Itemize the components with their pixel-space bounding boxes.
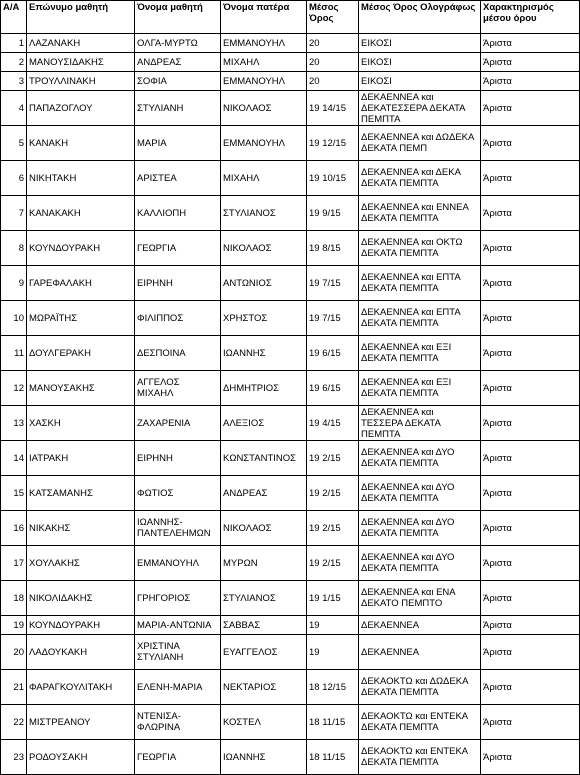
table-row	[1, 406, 580, 441]
table-row	[1, 740, 580, 775]
table-row	[1, 476, 580, 511]
cell-last-name: ΜΑΝΟΥΣΑΚΗΣ	[27, 371, 135, 406]
cell-characterization: Άριστα	[481, 371, 580, 406]
header-characterization: Χαρακτηρισμός μέσου όρου	[481, 1, 580, 34]
table-row	[1, 91, 580, 126]
cell-average-words: ΔΕΚΑΕΝΝΕΑ και ΔΥΟ ΔΕΚΑΤΑ ΠΕΜΠΤΑ	[359, 441, 481, 476]
cell-characterization: Άριστα	[481, 511, 580, 546]
header-last-name: Επώνυμο μαθητή	[27, 1, 135, 34]
cell-characterization: Άριστα	[481, 406, 580, 441]
table-row	[1, 371, 580, 406]
cell-first-name: ΑΓΓΕΛΟΣ ΜΙΧΑΗΛ	[135, 371, 221, 406]
cell-last-name: ΡΟΔΟΥΣΑΚΗ	[27, 740, 135, 775]
cell-aa: 7	[1, 196, 27, 231]
cell-first-name: ΕΜΜΑΝΟΥΗΛ	[135, 546, 221, 581]
header-first-name: Όνομα μαθητή	[135, 1, 221, 34]
cell-father-name: ΜΥΡΩΝ	[221, 546, 307, 581]
cell-first-name: ΖΑΧΑΡΕΝΙΑ	[135, 406, 221, 441]
cell-aa: 10	[1, 301, 27, 336]
cell-average-words: ΔΕΚΑΕΝΝΕΑ και ΔΩΔΕΚΑ ΔΕΚΑΤΑ ΠΕΜΠ	[359, 126, 481, 161]
cell-average-words: ΔΕΚΑΕΝΝΕΑ	[359, 616, 481, 635]
cell-average-words: ΔΕΚΑΟΚΤΩ και ΔΩΔΕΚΑ ΔΕΚΑΤΑ ΠΕΜΠΤΑ	[359, 670, 481, 705]
cell-aa: 17	[1, 546, 27, 581]
cell-characterization: Άριστα	[481, 616, 580, 635]
cell-average: 18 11/15	[307, 705, 359, 740]
cell-average: 19 2/15	[307, 546, 359, 581]
cell-last-name: ΜΑΝΟΥΣΙΔΑΚΗΣ	[27, 53, 135, 72]
cell-first-name: ΓΡΗΓΟΡΙΟΣ	[135, 581, 221, 616]
cell-average: 19 7/15	[307, 266, 359, 301]
cell-aa: 14	[1, 441, 27, 476]
cell-aa: 19	[1, 616, 27, 635]
cell-average: 19 7/15	[307, 301, 359, 336]
cell-father-name: ΣΤΥΛΙΑΝΟΣ	[221, 196, 307, 231]
cell-average: 19 10/15	[307, 161, 359, 196]
cell-father-name: ΕΥΑΓΓΕΛΟΣ	[221, 635, 307, 670]
cell-aa: 23	[1, 740, 27, 775]
cell-characterization: Άριστα	[481, 91, 580, 126]
cell-characterization: Άριστα	[481, 705, 580, 740]
cell-father-name: ΜΙΧΑΗΛ	[221, 161, 307, 196]
cell-father-name: ΣΑΒΒΑΣ	[221, 616, 307, 635]
table-row	[1, 34, 580, 53]
cell-last-name: ΝΙΚΟΛΙΔΑΚΗΣ	[27, 581, 135, 616]
cell-father-name: ΑΝΔΡΕΑΣ	[221, 476, 307, 511]
table-row	[1, 53, 580, 72]
header-row	[1, 1, 580, 34]
cell-father-name: ΑΝΤΩΝΙΟΣ	[221, 266, 307, 301]
cell-average: 19 8/15	[307, 231, 359, 266]
cell-father-name: ΝΕΚΤΑΡΙΟΣ	[221, 670, 307, 705]
cell-average-words: ΔΕΚΑΕΝΝΕΑ και ΕΠΤΑ ΔΕΚΑΤΑ ΠΕΜΠΤΑ	[359, 301, 481, 336]
table-row	[1, 670, 580, 705]
cell-first-name: ΕΙΡΗΝΗ	[135, 266, 221, 301]
cell-average: 19 4/15	[307, 406, 359, 441]
cell-last-name: ΚΑΝΑΚΑΚΗ	[27, 196, 135, 231]
table-row	[1, 441, 580, 476]
cell-father-name: ΔΗΜΗΤΡΙΟΣ	[221, 371, 307, 406]
cell-characterization: Άριστα	[481, 670, 580, 705]
cell-characterization: Άριστα	[481, 196, 580, 231]
cell-father-name: ΣΤΥΛΙΑΝΟΣ	[221, 581, 307, 616]
cell-aa: 18	[1, 581, 27, 616]
cell-characterization: Άριστα	[481, 231, 580, 266]
cell-last-name: ΤΡΟΥΛΛΙΝΑΚΗ	[27, 72, 135, 91]
cell-last-name: ΧΑΣΚΗ	[27, 406, 135, 441]
cell-characterization: Άριστα	[481, 336, 580, 371]
cell-average: 19 1/15	[307, 581, 359, 616]
cell-characterization: Άριστα	[481, 72, 580, 91]
table-row	[1, 511, 580, 546]
cell-average-words: ΔΕΚΑΕΝΝΕΑ και ΕΝΝΕΑ ΔΕΚΑΤΑ ΠΕΜΠΤΑ	[359, 196, 481, 231]
cell-characterization: Άριστα	[481, 581, 580, 616]
cell-average-words: ΔΕΚΑΕΝΝΕΑ και ΕΞΙ ΔΕΚΑΤΑ ΠΕΜΠΤΑ	[359, 371, 481, 406]
cell-father-name: ΚΩΝΣΤΑΝΤΙΝΟΣ	[221, 441, 307, 476]
cell-average: 20	[307, 53, 359, 72]
cell-average-words: ΔΕΚΑΕΝΝΕΑ και ΔΥΟ ΔΕΚΑΤΑ ΠΕΜΠΤΑ	[359, 476, 481, 511]
cell-first-name: ΣΟΦΙΑ	[135, 72, 221, 91]
cell-average: 19 6/15	[307, 336, 359, 371]
cell-first-name: ΑΡΙΣΤΕΑ	[135, 161, 221, 196]
cell-first-name: ΔΕΣΠΟΙΝΑ	[135, 336, 221, 371]
cell-first-name: ΦΙΛΙΠΠΟΣ	[135, 301, 221, 336]
cell-first-name: ΑΝΔΡΕΑΣ	[135, 53, 221, 72]
cell-last-name: ΚΑΝΑΚΗ	[27, 126, 135, 161]
cell-last-name: ΚΑΤΣΑΜΑΝΗΣ	[27, 476, 135, 511]
cell-first-name: ΦΩΤΙΟΣ	[135, 476, 221, 511]
cell-aa: 5	[1, 126, 27, 161]
cell-characterization: Άριστα	[481, 441, 580, 476]
table-row	[1, 705, 580, 740]
cell-average-words: ΔΕΚΑΕΝΝΕΑ και ΔΕΚΑΤΕΣΣΕΡΑ ΔΕΚΑΤΑ ΠΕΜΠΤΑ	[359, 91, 481, 126]
cell-last-name: ΠΑΠΑΖΟΓΛΟΥ	[27, 91, 135, 126]
cell-last-name: ΙΑΤΡΑΚΗ	[27, 441, 135, 476]
cell-father-name: ΚΟΣΤΕΛ	[221, 705, 307, 740]
cell-first-name: ΜΑΡΙΑ-ΑΝΤΩΝΙΑ	[135, 616, 221, 635]
cell-father-name: ΕΜΜΑΝΟΥΗΛ	[221, 72, 307, 91]
cell-last-name: ΚΟΥΝΔΟΥΡΑΚΗ	[27, 616, 135, 635]
cell-average: 19	[307, 635, 359, 670]
cell-average: 18 11/15	[307, 740, 359, 775]
cell-aa: 20	[1, 635, 27, 670]
cell-last-name: ΜΩΡΑΪΤΗΣ	[27, 301, 135, 336]
cell-aa: 16	[1, 511, 27, 546]
table-row	[1, 72, 580, 91]
table-row	[1, 546, 580, 581]
cell-average-words: ΔΕΚΑΕΝΝΕΑ και ΕΞΙ ΔΕΚΑΤΑ ΠΕΜΠΤΑ	[359, 336, 481, 371]
cell-average-words: ΔΕΚΑΕΝΝΕΑ και ΕΠΤΑ ΔΕΚΑΤΑ ΠΕΜΠΤΑ	[359, 266, 481, 301]
table-row	[1, 581, 580, 616]
table-row	[1, 336, 580, 371]
header-average-words: Μέσος Όρος Ολογράφως	[359, 1, 481, 34]
cell-aa: 2	[1, 53, 27, 72]
cell-average: 20	[307, 34, 359, 53]
cell-average-words: ΔΕΚΑΕΝΝΕΑ	[359, 635, 481, 670]
cell-aa: 15	[1, 476, 27, 511]
cell-aa: 6	[1, 161, 27, 196]
cell-father-name: ΑΛΕΞΙΟΣ	[221, 406, 307, 441]
cell-average: 19	[307, 616, 359, 635]
cell-last-name: ΜΙΣΤΡΕΑΝΟΥ	[27, 705, 135, 740]
cell-aa: 11	[1, 336, 27, 371]
cell-aa: 9	[1, 266, 27, 301]
cell-last-name: ΝΙΚΗΤΑΚΗ	[27, 161, 135, 196]
cell-average: 19 9/15	[307, 196, 359, 231]
cell-characterization: Άριστα	[481, 53, 580, 72]
cell-average: 19 2/15	[307, 511, 359, 546]
cell-last-name: ΧΟΥΛΑΚΗΣ	[27, 546, 135, 581]
cell-last-name: ΦΑΡΑΓΚΟΥΛΙΤΑΚΗ	[27, 670, 135, 705]
table-row	[1, 301, 580, 336]
table-row	[1, 266, 580, 301]
cell-average-words: ΕΙΚΟΣΙ	[359, 53, 481, 72]
cell-characterization: Άριστα	[481, 546, 580, 581]
cell-aa: 1	[1, 34, 27, 53]
table-row	[1, 635, 580, 670]
cell-father-name: ΝΙΚΟΛΑΟΣ	[221, 231, 307, 266]
table-row	[1, 231, 580, 266]
cell-aa: 13	[1, 406, 27, 441]
cell-father-name: ΙΩΑΝΝΗΣ	[221, 336, 307, 371]
cell-last-name: ΝΙΚΑΚΗΣ	[27, 511, 135, 546]
cell-last-name: ΛΑΖΑΝΑΚΗ	[27, 34, 135, 53]
cell-average: 20	[307, 72, 359, 91]
cell-first-name: ΕΛΕΝΗ-ΜΑΡΙΑ	[135, 670, 221, 705]
cell-average: 19 2/15	[307, 441, 359, 476]
cell-average-words: ΔΕΚΑΕΝΝΕΑ και ΔΥΟ ΔΕΚΑΤΑ ΠΕΜΠΤΑ	[359, 546, 481, 581]
cell-first-name: ΜΑΡΙΑ	[135, 126, 221, 161]
cell-characterization: Άριστα	[481, 301, 580, 336]
cell-average: 18 12/15	[307, 670, 359, 705]
cell-father-name: ΕΜΜΑΝΟΥΗΛ	[221, 126, 307, 161]
cell-father-name: ΙΩΑΝΝΗΣ	[221, 740, 307, 775]
cell-characterization: Άριστα	[481, 34, 580, 53]
table-row	[1, 161, 580, 196]
cell-father-name: ΕΜΜΑΝΟΥΗΛ	[221, 34, 307, 53]
cell-average-words: ΔΕΚΑΕΝΝΕΑ και ΕΝΑ ΔΕΚΑΤΟ ΠΕΜΠΤΟ	[359, 581, 481, 616]
table-row	[1, 196, 580, 231]
cell-characterization: Άριστα	[481, 126, 580, 161]
table-row	[1, 616, 580, 635]
cell-father-name: ΝΙΚΟΛΑΟΣ	[221, 511, 307, 546]
cell-aa: 22	[1, 705, 27, 740]
cell-average: 19 14/15	[307, 91, 359, 126]
cell-aa: 3	[1, 72, 27, 91]
cell-first-name: ΟΛΓΑ-ΜΥΡΤΩ	[135, 34, 221, 53]
cell-first-name: ΓΕΩΡΓΙΑ	[135, 740, 221, 775]
cell-first-name: ΝΤΕΝΙΣΑ-ΦΛΩΡΙΝΑ	[135, 705, 221, 740]
cell-characterization: Άριστα	[481, 266, 580, 301]
cell-aa: 8	[1, 231, 27, 266]
cell-average: 19 6/15	[307, 371, 359, 406]
cell-last-name: ΔΟΥΛΓΕΡΑΚΗ	[27, 336, 135, 371]
cell-characterization: Άριστα	[481, 161, 580, 196]
cell-aa: 4	[1, 91, 27, 126]
cell-last-name: ΓΑΡΕΦΑΛΑΚΗ	[27, 266, 135, 301]
cell-first-name: ΣΤΥΛΙΑΝΗ	[135, 91, 221, 126]
table-body	[1, 34, 580, 775]
cell-aa: 21	[1, 670, 27, 705]
cell-last-name: ΛΑΔΟΥΚΑΚΗ	[27, 635, 135, 670]
header-aa: Α/Α	[1, 1, 27, 34]
cell-average-words: ΔΕΚΑΕΝΝΕΑ και ΟΚΤΩ ΔΕΚΑΤΑ ΠΕΜΠΤΑ	[359, 231, 481, 266]
cell-average-words: ΔΕΚΑΟΚΤΩ και ΕΝΤΕΚΑ ΔΕΚΑΤΑ ΠΕΜΠΤΑ	[359, 705, 481, 740]
cell-characterization: Άριστα	[481, 635, 580, 670]
cell-father-name: ΝΙΚΟΛΑΟΣ	[221, 91, 307, 126]
header-average: Μέσος Όρος	[307, 1, 359, 34]
cell-last-name: ΚΟΥΝΔΟΥΡΑΚΗ	[27, 231, 135, 266]
cell-first-name: ΓΕΩΡΓΙΑ	[135, 231, 221, 266]
cell-average-words: ΕΙΚΟΣΙ	[359, 72, 481, 91]
cell-average: 19 12/15	[307, 126, 359, 161]
cell-first-name: ΧΡΙΣΤΙΝΑ ΣΤΥΛΙΑΝΗ	[135, 635, 221, 670]
cell-average-words: ΔΕΚΑΕΝΝΕΑ και ΤΕΣΣΕΡΑ ΔΕΚΑΤΑ ΠΕΜΠΤΑ	[359, 406, 481, 441]
cell-characterization: Άριστα	[481, 476, 580, 511]
cell-characterization: Άριστα	[481, 740, 580, 775]
cell-aa: 12	[1, 371, 27, 406]
table-row	[1, 126, 580, 161]
cell-average-words: ΔΕΚΑΕΝΝΕΑ και ΔΥΟ ΔΕΚΑΤΑ ΠΕΜΠΤΑ	[359, 511, 481, 546]
cell-average-words: ΔΕΚΑΟΚΤΩ και ΕΝΤΕΚΑ ΔΕΚΑΤΑ ΠΕΜΠΤΑ	[359, 740, 481, 775]
cell-first-name: ΚΑΛΛΙΟΠΗ	[135, 196, 221, 231]
cell-average: 19 2/15	[307, 476, 359, 511]
cell-average-words: ΕΙΚΟΣΙ	[359, 34, 481, 53]
cell-father-name: ΜΙΧΑΗΛ	[221, 53, 307, 72]
cell-first-name: ΙΩΑΝΝΗΣ-ΠΑΝΤΕΛΕΗΜΩΝ	[135, 511, 221, 546]
header-father-name: Όνομα πατέρα	[221, 1, 307, 34]
cell-father-name: ΧΡΗΣΤΟΣ	[221, 301, 307, 336]
cell-first-name: ΕΙΡΗΝΗ	[135, 441, 221, 476]
cell-average-words: ΔΕΚΑΕΝΝΕΑ και ΔΕΚΑ ΔΕΚΑΤΑ ΠΕΜΠΤΑ	[359, 161, 481, 196]
